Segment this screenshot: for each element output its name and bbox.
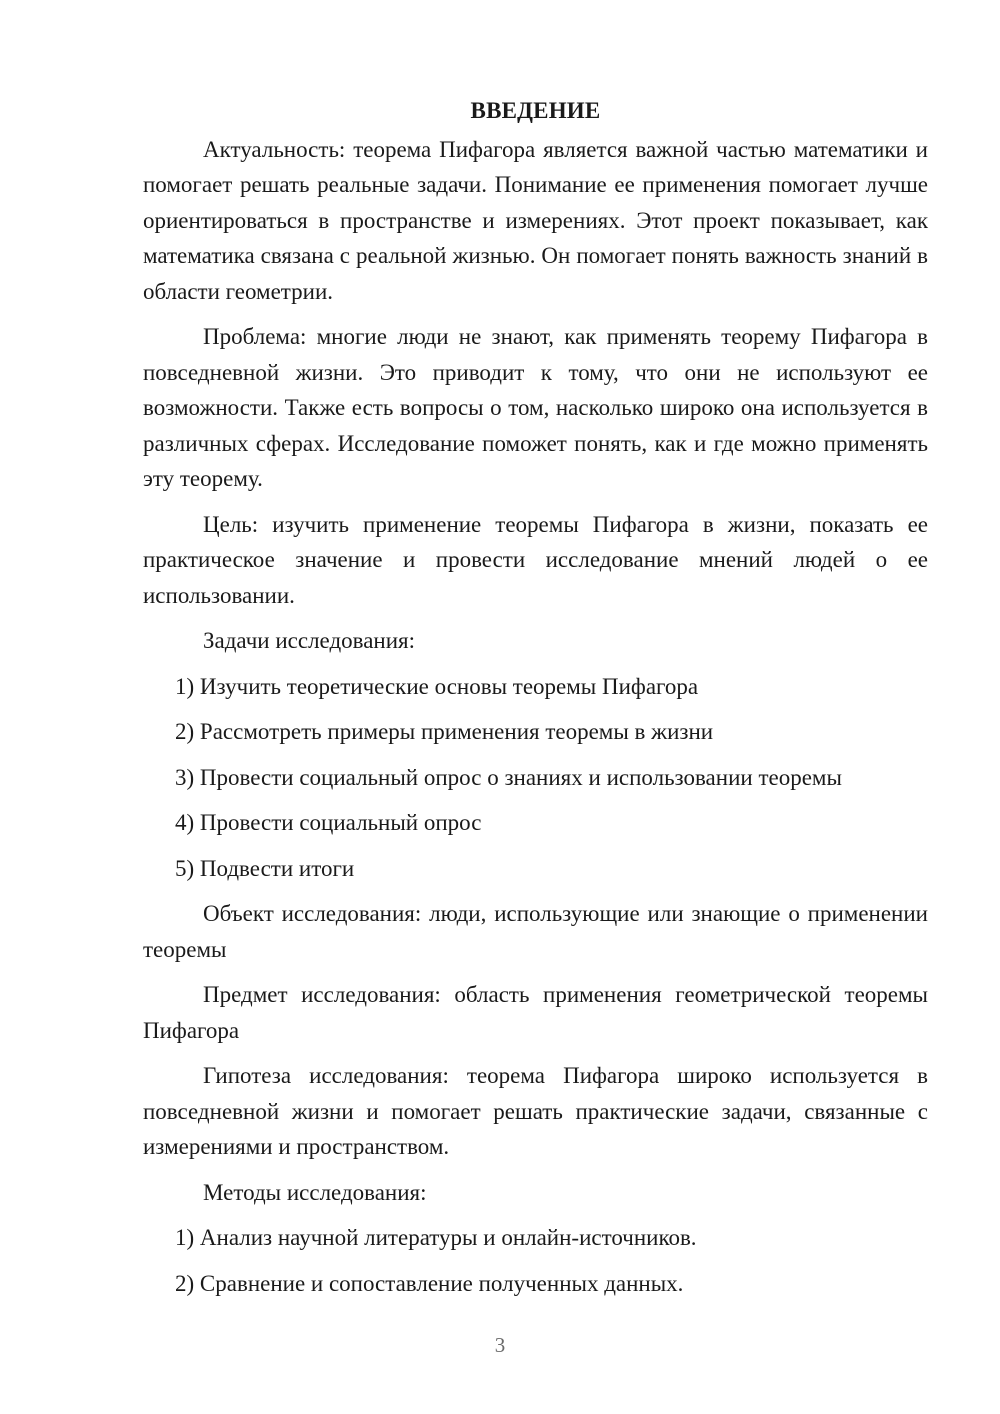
methods-list (143, 1220, 928, 1301)
tasks-heading: Задачи исследования: (203, 628, 416, 653)
relevance-paragraph: Актуальность: теорема Пифагора является важной частью математики и помогает решать реальные задачи. Понимание ее применения помогает лучше ориентироваться в пространстве и измерениях. Этот проект показывает, как математика связана с реальной жизнью. Он помогает понять важность знаний в области геометрии. (143, 136, 928, 304)
goal-paragraph: Цель: изучить применение теоремы Пифагора в жизни, показать ее практическое значение и провести исследование мнений людей о ее использовании. (143, 511, 928, 608)
tasks-list (143, 669, 928, 887)
methods-heading: Методы исследования: (203, 1179, 427, 1205)
task-item: 3) Провести социальный опрос о знаниях и использовании теоремы (175, 764, 842, 790)
task-item: 2) Рассмотреть примеры применения теоремы в жизни (175, 719, 714, 744)
subject-paragraph: Предмет исследования: область применения геометрической теоремы Пифагора (143, 982, 928, 1043)
problem-paragraph: Проблема: многие люди не знают, как применять теорему Пифагора в повседневной жизни. Это приводит к тому, что они не используют ее возможности. Также есть вопросы о том, насколько широко она используется в различных сферах. Исследование поможет понять, как и где можно применять эту теорему. (143, 324, 928, 491)
method-item: 1) Анализ научной литературы и онлайн-источников. (175, 1225, 697, 1250)
task-item: 1) Изучить теоретические основы теоремы Пифагора (175, 673, 699, 699)
page-number: 3 (494, 1333, 506, 1357)
section-title: ВВЕДЕНИЕ (470, 98, 601, 123)
method-item: 2) Сравнение и сопоставление полученных данных. (175, 1270, 684, 1296)
page-content (143, 93, 928, 1311)
hypothesis-paragraph: Гипотеза исследования: теорема Пифагора широко используется в повседневной жизни и помогает решать практические задачи, связанные с измерениями и пространством. (143, 1063, 928, 1159)
task-item: 4) Провести социальный опрос (175, 810, 482, 835)
task-item: 5) Подвести итоги (175, 855, 355, 881)
object-paragraph: Объект исследования: люди, использующие или знающие о применении теоремы (143, 901, 928, 962)
